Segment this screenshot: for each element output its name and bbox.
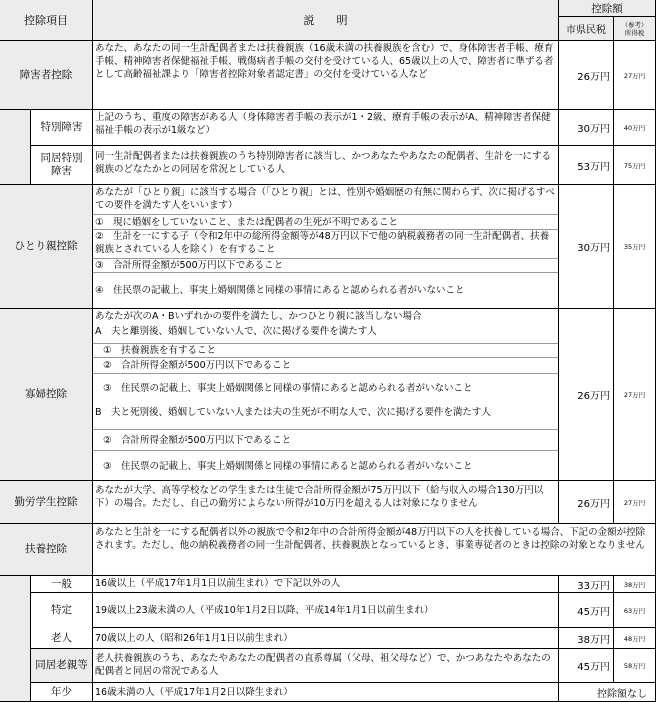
- income-cohabiting-elderly: 58万円: [614, 649, 656, 683]
- label-dependent: 扶養控除: [0, 524, 93, 576]
- income-cohabiting-special: 75万円: [614, 146, 656, 185]
- widow-b-item-1: ② 合計所得金額が500万円以下であること: [93, 429, 558, 450]
- income-general: 38万円: [614, 576, 656, 593]
- widow-b-title: B 夫と死別後、婚姻していない人または夫の生死が不明な人で、次に掲げる要件を満たす人: [95, 407, 491, 418]
- desc-special-disabled: 上記のうち、重度の障害がある人（身体障害者手帳の表示が1・2級、療育手帳の表示がA、精神障害者保健福祉手帳の表示が1級など）: [93, 110, 559, 146]
- label-specific: 特定: [31, 593, 93, 628]
- label-single-parent: ひとり親控除: [0, 185, 93, 309]
- city-special-disabled: 30万円: [559, 110, 614, 146]
- single-parent-item-2: ② 生計を一にする子（令和2年中の総所得金額等が48万円以下で他の納税義務者の同一生計配偶者、扶養親族とされている人を除く）を有すること: [93, 229, 558, 258]
- header-city-tax: 市県民税: [559, 17, 614, 41]
- desc-single-parent: [93, 185, 559, 309]
- city-single-parent: 30万円: [559, 185, 614, 309]
- income-student: 27万円: [614, 481, 656, 524]
- desc-disabled: あなた、あなたの同一生計配偶者または扶養親族（16歳未満の扶養親族を含む）で、身体障害者手帳、療育手帳、精神障害者保健福祉手帳、戦傷病者手帳の交付を受けている人、65歳以上の人で、障害者に準ずる者として高齢福祉課より「障害者控除対象者認定書」の交付を受けている人など: [93, 41, 559, 110]
- widow-a-title: A 夫と離別後、婚姻していない人で、次に掲げる要件を満たす人: [95, 326, 377, 337]
- desc-specific: 19歳以上23歳未満の人（平成10年1月2日以降、平成14年1月1日以前生まれ）: [93, 593, 559, 628]
- single-parent-intro: あなたが「ひとり親」に該当する場合（「ひとり親」とは、性別や婚姻歴の有無に関わらず、次に掲げるすべての要件を満たす人をいいます）: [95, 187, 555, 211]
- dependent-indent-strip: [0, 576, 31, 702]
- city-cohabiting-special: 53万円: [559, 146, 614, 185]
- header-description: 説 明: [93, 0, 559, 41]
- income-widow: 27万円: [614, 309, 656, 481]
- label-widow: 寡婦控除: [0, 309, 93, 481]
- income-disabled: 27万円: [614, 41, 656, 110]
- single-parent-item-4: ④ 住民票の記載上、事実上婚姻関係と同様の事情にあると認められる者がいないこと: [93, 272, 558, 308]
- label-general: 一般: [31, 576, 93, 593]
- desc-cohabiting-special: 同一生計配偶者または扶養親族のうち特別障害者に該当し、かつあなたやあなたの配偶者、生計を一にする親族のどなたかとの同居を常況としている人: [93, 146, 559, 185]
- desc-youth: 16歳未満の人（平成17年1月2日以降生まれ）: [93, 683, 559, 702]
- desc-elderly: 70歳以上の人（昭和26年1月1日以前生まれ）: [93, 628, 559, 649]
- header-item: 控除項目: [0, 0, 93, 41]
- widow-intro: あなたが次のA・Bいずれかの要件を満たし、かつひとり親に該当しない場合: [95, 311, 422, 322]
- desc-widow: [93, 309, 559, 481]
- indent-strip: [0, 110, 31, 185]
- income-single-parent: 35万円: [614, 185, 656, 309]
- widow-b-item-2: ③ 住民票の記載上、事実上婚姻関係と同様の事情にあると認められる者がいないこと: [93, 450, 558, 481]
- income-elderly: 48万円: [614, 628, 656, 649]
- label-student: 勤労学生控除: [0, 481, 93, 524]
- widow-a-item-3: ③ 住民票の記載上、事実上婚姻関係と同様の事情にあると認められる者がいないこと: [93, 373, 558, 403]
- desc-dependent: あなたと生計を一にする配偶者以外の親族で令和2年中の合計所得金額が48万円以下の人を扶養している場合、下記の金額が控除されます。ただし、他の納税義務者の同一生計配偶者、扶養親族となっているとき、事業専従者のときは控除の対象となりません: [93, 524, 656, 576]
- label-special-disabled: 特別障害: [31, 110, 93, 146]
- label-cohabiting-special: 同居特別障害: [31, 146, 93, 185]
- city-specific: 45万円: [559, 593, 614, 628]
- amount-youth: 控除額なし: [559, 683, 656, 702]
- desc-cohabiting-elderly: 老人扶養親族のうち、あなたやあなたの配偶者の直系尊属（父母、祖父母など）で、かつあなたやあなたの配偶者と同居の常況である人: [93, 649, 559, 683]
- desc-general: 16歳以上（平成17年1月1日以前生まれ）で下記以外の人: [93, 576, 559, 593]
- widow-a-item-2: ② 合計所得金額が500万円以下であること: [93, 357, 558, 373]
- income-specific: 63万円: [614, 593, 656, 628]
- city-elderly: 38万円: [559, 628, 614, 649]
- label-youth: 年少: [31, 683, 93, 702]
- widow-a-item-1: ① 扶養親族を有すること: [93, 343, 558, 357]
- header-income-tax: （参考） 所得税: [614, 17, 656, 41]
- city-cohabiting-elderly: 45万円: [559, 649, 614, 683]
- label-cohabiting-elderly: 同居老親等: [31, 649, 93, 683]
- desc-student: あなたが大学、高等学校などの学生または生徒で合計所得金額が75万円以下（給与収入の場合130万円以下）の場合。ただし、自己の勤労によらない所得が10万円を超える人は対象になりません: [93, 481, 559, 524]
- single-parent-item-3: ③ 合計所得金額が500万円以下であること: [93, 258, 558, 272]
- label-disabled: 障害者控除: [0, 41, 93, 110]
- income-special-disabled: 40万円: [614, 110, 656, 146]
- city-general: 33万円: [559, 576, 614, 593]
- header-amount: 控除額: [559, 0, 656, 17]
- city-widow: 26万円: [559, 309, 614, 481]
- label-elderly: 老人: [31, 628, 93, 649]
- city-disabled: 26万円: [559, 41, 614, 110]
- city-student: 26万円: [559, 481, 614, 524]
- single-parent-item-1: ① 現に婚姻をしていないこと、または配偶者の生死が不明であること: [93, 214, 558, 229]
